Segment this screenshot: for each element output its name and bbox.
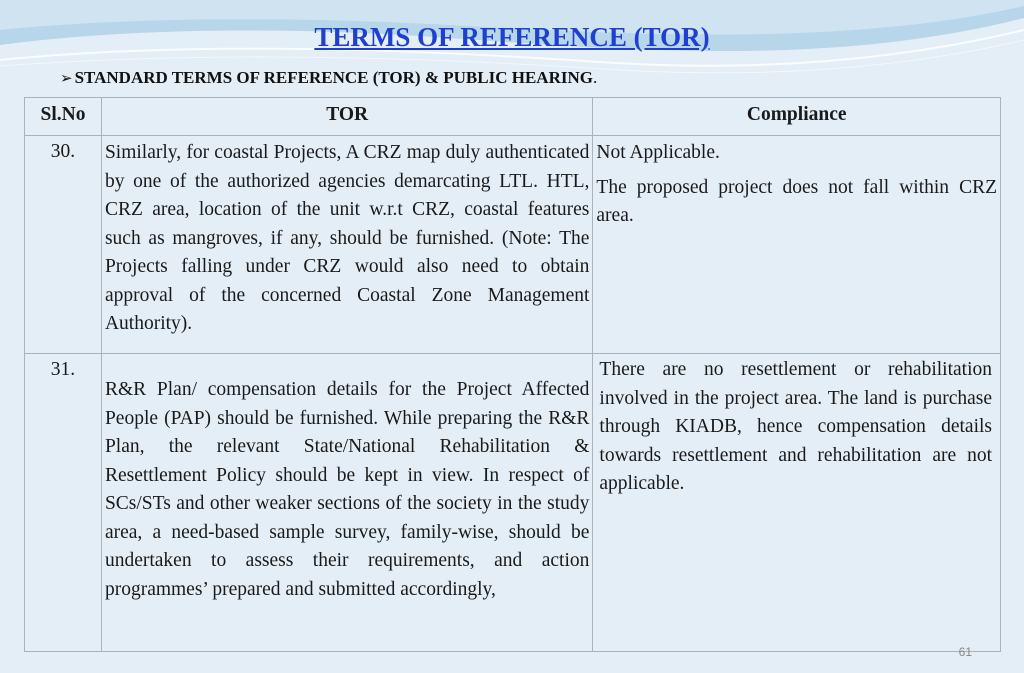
subtitle-text: STANDARD TERMS OF REFERENCE (TOR) & PUBLIC HEARING xyxy=(74,68,593,87)
arrow-bullet-icon: ➢ xyxy=(60,69,73,87)
table-row xyxy=(25,136,1001,354)
row-compliance xyxy=(593,136,1001,354)
row-compliance: There are no resettlement or rehabilitation involved in the project area. The land is purchase through KIADB, hence compensation details towards resettlement and rehabilitation are not applicable. xyxy=(593,354,1001,652)
row-tor-text: Similarly, for coastal Projects, A CRZ map duly authenticated by one of the authorized agencies demarcating LTL. HTL, CRZ area, location of the unit w.r.t CRZ, coastal features such as mangroves, if any, should be furnished. (Note: The Projects falling under CRZ would also need to obtain approval of the concerned Coastal Zone Management Authority). xyxy=(101,136,592,354)
row-slno: 31. xyxy=(25,354,102,652)
header-compliance: Compliance xyxy=(593,98,1001,136)
header-tor: TOR xyxy=(101,98,592,136)
table-row xyxy=(25,354,1001,652)
tor-compliance-table xyxy=(24,97,1001,652)
page-number: 61 xyxy=(958,645,972,659)
slide-title: TERMS OF REFERENCE (TOR) xyxy=(314,22,710,52)
compliance-line: The proposed project does not fall within CRZ area. xyxy=(596,176,997,226)
row-slno: 30. xyxy=(25,136,102,354)
compliance-line: Not Applicable. xyxy=(596,142,720,163)
slide-subtitle xyxy=(60,68,597,88)
header-slno: Sl.No xyxy=(25,98,102,136)
row-tor-text: R&R Plan/ compensation details for the Project Affected People (PAP) should be furnished. While preparing the R&R Plan, the relevant State/National Rehabilitation & Resettlement Policy should be kept in view. In respect of SCs/STs and other weaker sections of the society in the study area, a need-based sample survey, family-wise, should be undertaken to assess their requirements, and action programmes’ prepared and submitted accordingly, xyxy=(101,354,592,652)
subtitle-period: . xyxy=(592,68,598,87)
table-header-row xyxy=(25,98,1001,136)
